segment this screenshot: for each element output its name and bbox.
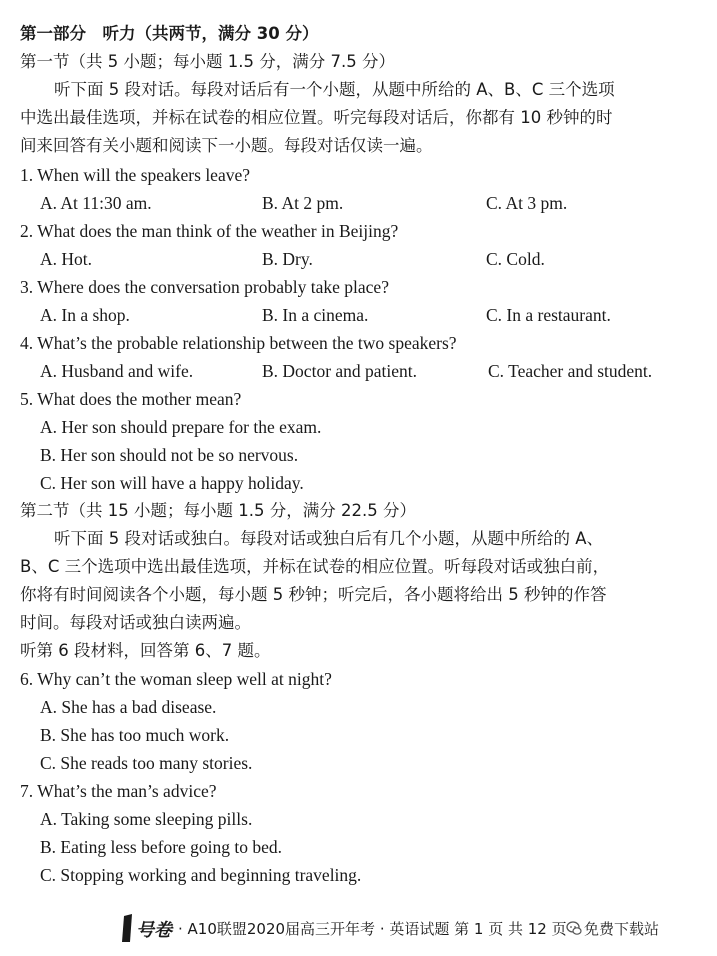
option-c: C. Her son will have a happy holiday. bbox=[40, 473, 304, 493]
page-footer bbox=[0, 908, 717, 948]
section1-title: 第一节（共 5 小题；每小题 1.5 分，满分 7.5 分） bbox=[20, 52, 395, 71]
section1-instruction-line: 听下面 5 段对话。每段对话后有一个小题，从题中所给的 A、B、C 三个选项 bbox=[54, 80, 615, 99]
option-a: A. Husband and wife. bbox=[40, 361, 194, 381]
question-stem: 4. What’s the probable relationship between the two speakers? bbox=[20, 333, 457, 353]
option-a: A. Taking some sleeping pills. bbox=[40, 809, 253, 829]
material-note: 听第 6 段材料，回答第 6、7 题。 bbox=[20, 641, 271, 660]
option-b: B. Her son should not be so nervous. bbox=[40, 445, 299, 465]
option-a: A. Hot. bbox=[40, 249, 93, 269]
question-stem: 6. Why can’t the woman sleep well at night? bbox=[20, 669, 332, 689]
question-stem: 7. What’s the man’s advice? bbox=[20, 781, 217, 801]
watermark-text: 免费下载站 bbox=[584, 920, 660, 938]
question-stem: 1. When will the speakers leave? bbox=[20, 165, 251, 185]
brand-logo-icon bbox=[118, 912, 178, 944]
option-b: B. She has too much work. bbox=[40, 725, 230, 745]
option-b: B. Doctor and patient. bbox=[262, 361, 418, 381]
section2-instruction-line: 你将有时间阅读各个小题，每小题 5 秒钟；听完后，各小题将给出 5 秒钟的作答 bbox=[20, 585, 607, 604]
option-a: A. At 11:30 am. bbox=[40, 193, 152, 213]
option-a: A. She has a bad disease. bbox=[40, 697, 217, 717]
option-c: C. In a restaurant. bbox=[486, 305, 611, 325]
chat-bubble-icon bbox=[566, 920, 582, 936]
option-b: B. In a cinema. bbox=[262, 305, 369, 325]
option-c: C. At 3 pm. bbox=[486, 193, 568, 213]
option-b: B. Eating less before going to bed. bbox=[40, 837, 283, 857]
option-c: C. Cold. bbox=[486, 249, 545, 269]
section1-instruction-line: 中选出最佳选项，并标在试卷的相应位置。听完每段对话后，你都有 10 秒钟的时 bbox=[20, 108, 613, 127]
option-b: B. Dry. bbox=[262, 249, 313, 269]
question-stem: 2. What does the man think of the weather in Beijing? bbox=[20, 221, 399, 241]
footer-info: · A10联盟2020届高三开年考 · 英语试题 第 1 页 共 12 页 bbox=[178, 920, 567, 938]
section2-title: 第二节（共 15 小题；每小题 1.5 分，满分 22.5 分） bbox=[20, 501, 416, 520]
option-c: C. She reads too many stories. bbox=[40, 753, 253, 773]
section2-instruction-line: 听下面 5 段对话或独白。每段对话或独白后有几个小题，从题中所给的 A、 bbox=[54, 529, 604, 548]
option-b: B. At 2 pm. bbox=[262, 193, 344, 213]
section2-instruction-line: 时间。每段对话或独白读两遍。 bbox=[20, 613, 251, 632]
option-a: A. In a shop. bbox=[40, 305, 130, 325]
option-c: C. Teacher and student. bbox=[488, 361, 653, 381]
question-stem: 5. What does the mother mean? bbox=[20, 389, 242, 409]
option-a: A. Her son should prepare for the exam. bbox=[40, 417, 322, 437]
part-title: 第一部分 听力（共两节，满分 30 分） bbox=[20, 24, 319, 43]
question-stem: 3. Where does the conversation probably take place? bbox=[20, 277, 389, 297]
section2-instruction-line: B、C 三个选项中选出最佳选项，并标在试卷的相应位置。听每段对话或独白前， bbox=[20, 557, 610, 576]
section1-instruction-line: 间来回答有关小题和阅读下一小题。每段对话仅读一遍。 bbox=[20, 136, 433, 155]
option-c: C. Stopping working and beginning traveling. bbox=[40, 865, 362, 885]
brand-logo-text: 号卷 bbox=[136, 920, 172, 941]
